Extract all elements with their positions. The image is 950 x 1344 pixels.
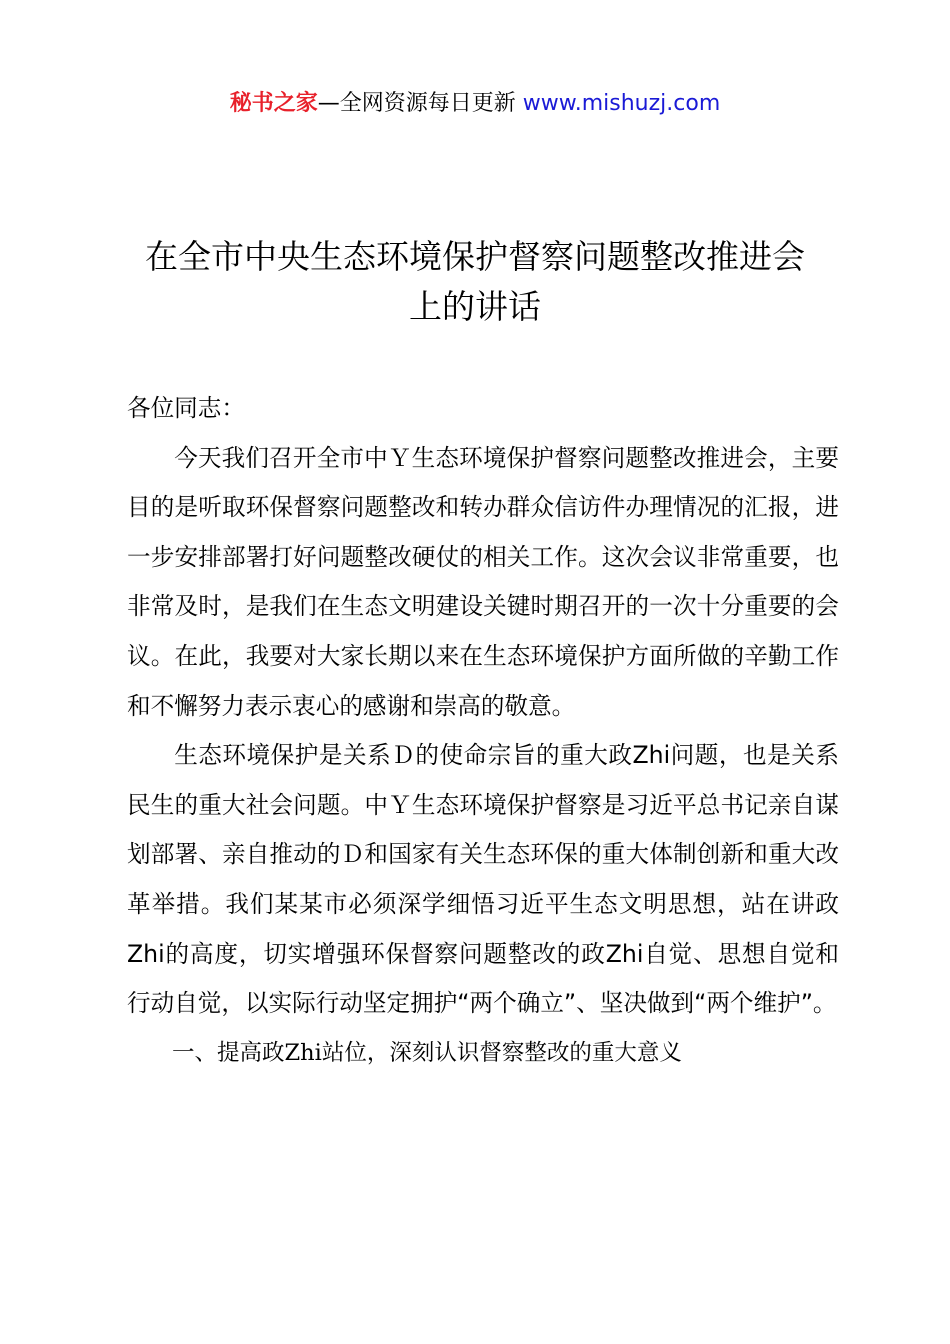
- title-line-2: 上的讲话: [409, 287, 541, 326]
- document-title: [110, 232, 840, 332]
- section-heading: 一、提高政Zhi站位，深刻认识督察整改的重大意义: [172, 1039, 682, 1066]
- paragraph-2: 生态环境保护是关系Ｄ的使命宗旨的重大政Zhi问题，也是关系民生的重大社会问题。中Ｙ生态环境保护督察是习近平总书记亲自谋划部署、亲自推动的Ｄ和国家有关生态环保的重大体制创新和重大改革举措。我们某某市必须深学细悟习近平生态文明思想，站在讲政Zhi的高度，切实增强环保督察问题整改的政Zhi自觉、思想自觉和行动自觉，以实际行动坚定拥护“两个确立”、坚决做到“两个维护”。: [127, 741, 839, 1018]
- site-banner: [0, 88, 950, 120]
- brand-name: 秘书之家: [229, 91, 318, 116]
- document-body: [127, 384, 839, 1078]
- paragraph-1: 今天我们召开全市中Ｙ生态环境保护督察问题整改推进会，主要目的是听取环保督察问题整改和转办群众信访件办理情况的汇报，进一步安排部署打好问题整改硬仗的相关工作。这次会议非常重要，也非常及时，是我们在生态文明建设关键时期召开的一次十分重要的会议。在此，我要对大家长期以来在生态环境保护方面所做的辛勤工作和不懈努力表示衷心的感谢和崇高的敬意。: [127, 443, 839, 720]
- salutation: 各位同志：: [127, 394, 245, 422]
- site-url[interactable]: www.mishuzj.com: [522, 91, 721, 116]
- title-line-1: 在全市中央生态环境保护督察问题整改推进会: [145, 237, 805, 276]
- banner-tagline: —全网资源每日更新: [317, 91, 523, 116]
